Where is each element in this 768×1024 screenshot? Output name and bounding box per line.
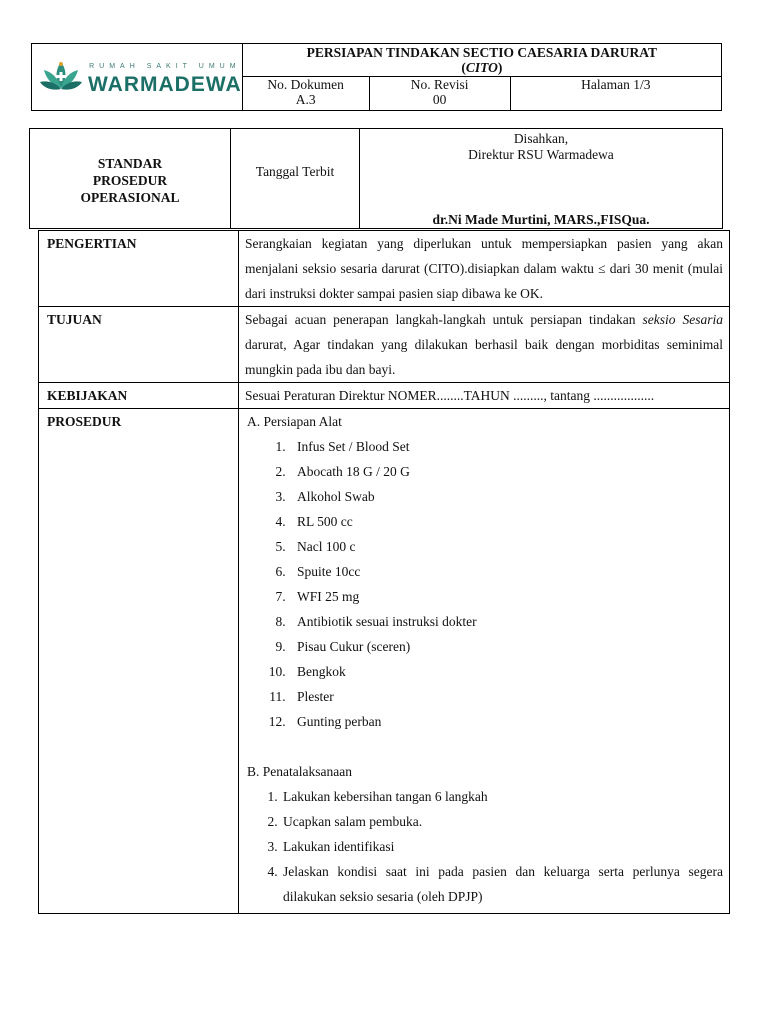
list-item: 7. WFI 25 mg bbox=[289, 584, 723, 609]
list-item: 5. Nacl 100 c bbox=[289, 534, 723, 559]
list-item: 2. Abocath 18 G / 20 G bbox=[289, 459, 723, 484]
kebijakan-label: KEBIJAKAN bbox=[39, 383, 239, 409]
pengertian-label: PENGERTIAN bbox=[39, 231, 239, 307]
tujuan-text: Sebagai acuan penerapan langkah-langkah untuk persiapan tindakan seksio Sesaria darurat, Agar tindakan yang dilakukan berhasil baik dengan morbiditas seminimal mungkin pada ibu dan bayi. bbox=[239, 307, 730, 383]
doc-number-value: A.3 bbox=[295, 92, 316, 107]
tujuan-label: TUJUAN bbox=[39, 307, 239, 383]
row-tujuan bbox=[39, 307, 730, 383]
list-item: 3. Lakukan identifikasi bbox=[281, 834, 723, 859]
kebijakan-text: Sesuai Peraturan Direktur NOMER........TAHUN ........., tantang .................. bbox=[239, 383, 730, 409]
sop-approval-table bbox=[29, 128, 723, 229]
approver-name: dr.Ni Made Murtini, MARS.,FISQua. bbox=[432, 212, 650, 227]
list-item: 9. Pisau Cukur (sceren) bbox=[289, 634, 723, 659]
document-title bbox=[242, 44, 721, 77]
logo-subtitle: RUMAH SAKIT UMUM bbox=[89, 62, 241, 70]
lotus-icon bbox=[38, 58, 84, 96]
doc-number-cell bbox=[242, 77, 369, 111]
list-item: 8. Antibiotik sesuai instruksi dokter bbox=[289, 609, 723, 634]
list-item: 11. Plester bbox=[289, 684, 723, 709]
list-item: 3. Alkohol Swab bbox=[289, 484, 723, 509]
list-item: 12. Gunting perban bbox=[289, 709, 723, 734]
list-item: 6. Spuite 10cc bbox=[289, 559, 723, 584]
sop-content-table bbox=[38, 230, 730, 914]
revision-value: 00 bbox=[432, 92, 447, 107]
list-item: 4. Jelaskan kondisi saat ini pada pasien dan keluarga serta perlunya segera dilakukan seksio sesaria (oleh DPJP) bbox=[281, 859, 723, 909]
revision-label: No. Revisi bbox=[410, 77, 469, 92]
alat-list bbox=[245, 434, 723, 734]
page-number: Halaman 1/3 bbox=[510, 77, 721, 111]
title-line-2: (CITO) bbox=[461, 60, 503, 75]
doc-number-label: No. Dokumen bbox=[267, 77, 344, 92]
prosedur-content bbox=[239, 409, 730, 914]
title-line-1: PERSIAPAN TINDAKAN SECTIO CAESARIA DARURAT bbox=[306, 45, 657, 60]
list-item: 10. Bengkok bbox=[289, 659, 723, 684]
prosedur-label: PROSEDUR bbox=[39, 409, 239, 914]
list-item: 1. Lakukan kebersihan tangan 6 langkah bbox=[281, 784, 723, 809]
list-item: 2. Ucapkan salam pembuka. bbox=[281, 809, 723, 834]
approver-title: Direktur RSU Warmadewa bbox=[468, 147, 614, 162]
row-prosedur bbox=[39, 409, 730, 914]
persiapan-alat-title: A. Persiapan Alat bbox=[247, 414, 342, 429]
row-kebijakan bbox=[39, 383, 730, 409]
logo-cell bbox=[32, 44, 243, 111]
approved-label: Disahkan, bbox=[513, 131, 569, 146]
sop-label: STANDAR PROSEDUR OPERASIONAL bbox=[30, 129, 231, 229]
document-header bbox=[31, 43, 722, 111]
penatalaksanaan-list bbox=[245, 784, 723, 909]
hospital-logo bbox=[32, 58, 242, 96]
revision-cell bbox=[369, 77, 510, 111]
penatalaksanaan-title: B. Penatalaksanaan bbox=[247, 764, 352, 779]
list-item: 4. RL 500 cc bbox=[289, 509, 723, 534]
pengertian-text: Serangkaian kegiatan yang diperlukan untuk mempersiapkan pasien yang akan menjalani seksio sesaria darurat (CITO).disiapkan dalam waktu ≤ dari 30 menit (mulai dari instruksi dokter sampai pasien siap dibawa ke OK. bbox=[239, 231, 730, 307]
row-pengertian bbox=[39, 231, 730, 307]
logo-name: WARMADEWA bbox=[88, 72, 242, 96]
approval-cell bbox=[360, 129, 723, 229]
issue-date-label: Tanggal Terbit bbox=[231, 129, 360, 229]
list-item: 1. Infus Set / Blood Set bbox=[289, 434, 723, 459]
